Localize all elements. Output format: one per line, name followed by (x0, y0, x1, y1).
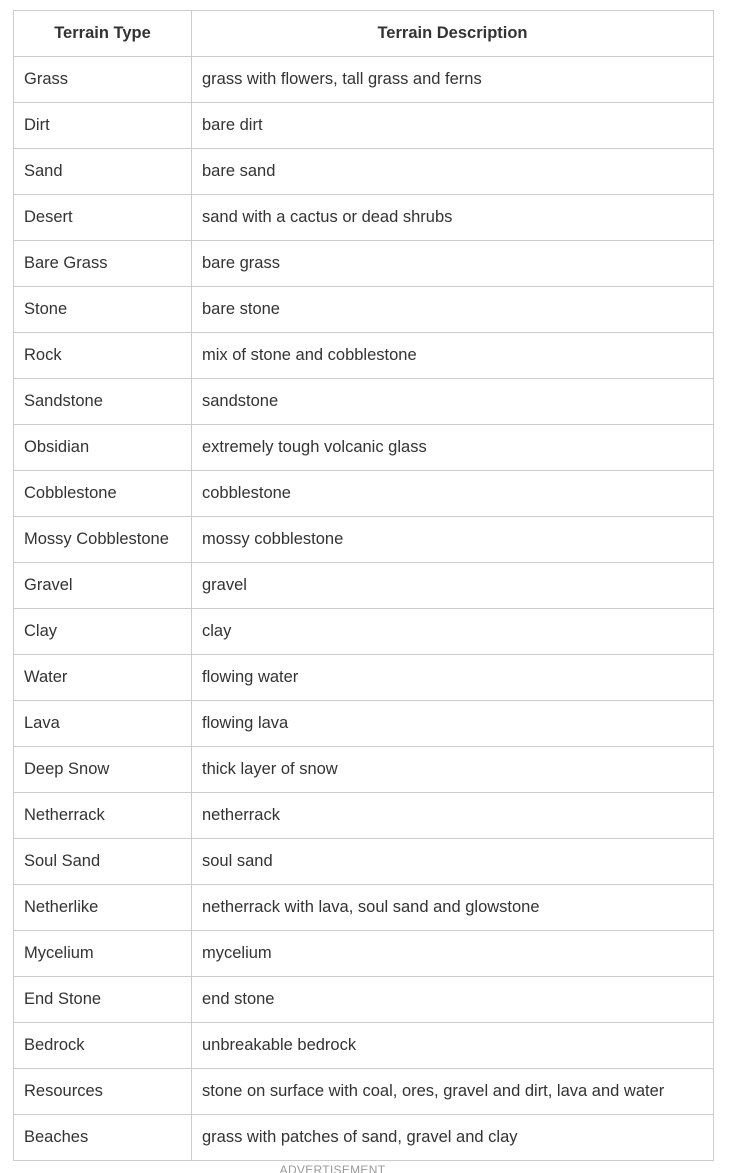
cell-terrain-description: grass with flowers, tall grass and ferns (192, 57, 714, 103)
cell-terrain-type: Gravel (14, 563, 192, 609)
table-row (14, 333, 714, 379)
cell-terrain-description: end stone (192, 977, 714, 1023)
cell-terrain-description: cobblestone (192, 471, 714, 517)
table-row (14, 701, 714, 747)
table-header-row (14, 11, 714, 57)
cell-terrain-description: unbreakable bedrock (192, 1023, 714, 1069)
table-row (14, 57, 714, 103)
cell-terrain-description: clay (192, 609, 714, 655)
cell-terrain-description: gravel (192, 563, 714, 609)
table-row (14, 103, 714, 149)
header-terrain-type: Terrain Type (14, 11, 192, 57)
table-row (14, 885, 714, 931)
cell-terrain-description: grass with patches of sand, gravel and clay (192, 1115, 714, 1161)
cell-terrain-type: Stone (14, 287, 192, 333)
table-row (14, 195, 714, 241)
cell-terrain-type: Bare Grass (14, 241, 192, 287)
cell-terrain-description: mossy cobblestone (192, 517, 714, 563)
cell-terrain-description: sand with a cactus or dead shrubs (192, 195, 714, 241)
cell-terrain-type: Mossy Cobblestone (14, 517, 192, 563)
table-row (14, 471, 714, 517)
cell-terrain-type: Bedrock (14, 1023, 192, 1069)
cell-terrain-description: bare dirt (192, 103, 714, 149)
cell-terrain-description: bare grass (192, 241, 714, 287)
cell-terrain-type: Grass (14, 57, 192, 103)
table-body (14, 57, 714, 1161)
cell-terrain-description: flowing lava (192, 701, 714, 747)
table-row (14, 1115, 714, 1161)
table-row (14, 655, 714, 701)
cell-terrain-type: Resources (14, 1069, 192, 1115)
cell-terrain-description: bare sand (192, 149, 714, 195)
table-row (14, 287, 714, 333)
cell-terrain-description: mix of stone and cobblestone (192, 333, 714, 379)
cell-terrain-type: End Stone (14, 977, 192, 1023)
table-row (14, 793, 714, 839)
cell-terrain-type: Rock (14, 333, 192, 379)
table-row (14, 839, 714, 885)
terrain-table (13, 10, 714, 1161)
cell-terrain-type: Deep Snow (14, 747, 192, 793)
cell-terrain-description: netherrack (192, 793, 714, 839)
header-terrain-description: Terrain Description (192, 11, 714, 57)
cell-terrain-description: extremely tough volcanic glass (192, 425, 714, 471)
cell-terrain-description: mycelium (192, 931, 714, 977)
cell-terrain-description: soul sand (192, 839, 714, 885)
cell-terrain-type: Water (14, 655, 192, 701)
table-row (14, 1069, 714, 1115)
cell-terrain-type: Beaches (14, 1115, 192, 1161)
table-row (14, 563, 714, 609)
cell-terrain-type: Netherrack (14, 793, 192, 839)
cell-terrain-type: Sandstone (14, 379, 192, 425)
cell-terrain-type: Sand (14, 149, 192, 195)
cell-terrain-description: bare stone (192, 287, 714, 333)
cell-terrain-type: Clay (14, 609, 192, 655)
cell-terrain-type: Mycelium (14, 931, 192, 977)
table-row (14, 1023, 714, 1069)
cell-terrain-description: sandstone (192, 379, 714, 425)
cell-terrain-type: Soul Sand (14, 839, 192, 885)
cell-terrain-description: netherrack with lava, soul sand and glowstone (192, 885, 714, 931)
cell-terrain-type: Netherlike (14, 885, 192, 931)
cell-terrain-type: Desert (14, 195, 192, 241)
cell-terrain-description: stone on surface with coal, ores, gravel and dirt, lava and water (192, 1069, 714, 1115)
table-row (14, 609, 714, 655)
table-row (14, 747, 714, 793)
cell-terrain-type: Dirt (14, 103, 192, 149)
cell-terrain-type: Cobblestone (14, 471, 192, 517)
advertisement-label: ADVERTISEMENT (279, 1163, 386, 1173)
terrain-table-container (13, 10, 713, 1161)
table-row (14, 149, 714, 195)
table-row (14, 379, 714, 425)
table-row (14, 517, 714, 563)
table-row (14, 241, 714, 287)
table-row (14, 977, 714, 1023)
cell-terrain-description: flowing water (192, 655, 714, 701)
cell-terrain-description: thick layer of snow (192, 747, 714, 793)
table-row (14, 425, 714, 471)
cell-terrain-type: Lava (14, 701, 192, 747)
cell-terrain-type: Obsidian (14, 425, 192, 471)
table-row (14, 931, 714, 977)
